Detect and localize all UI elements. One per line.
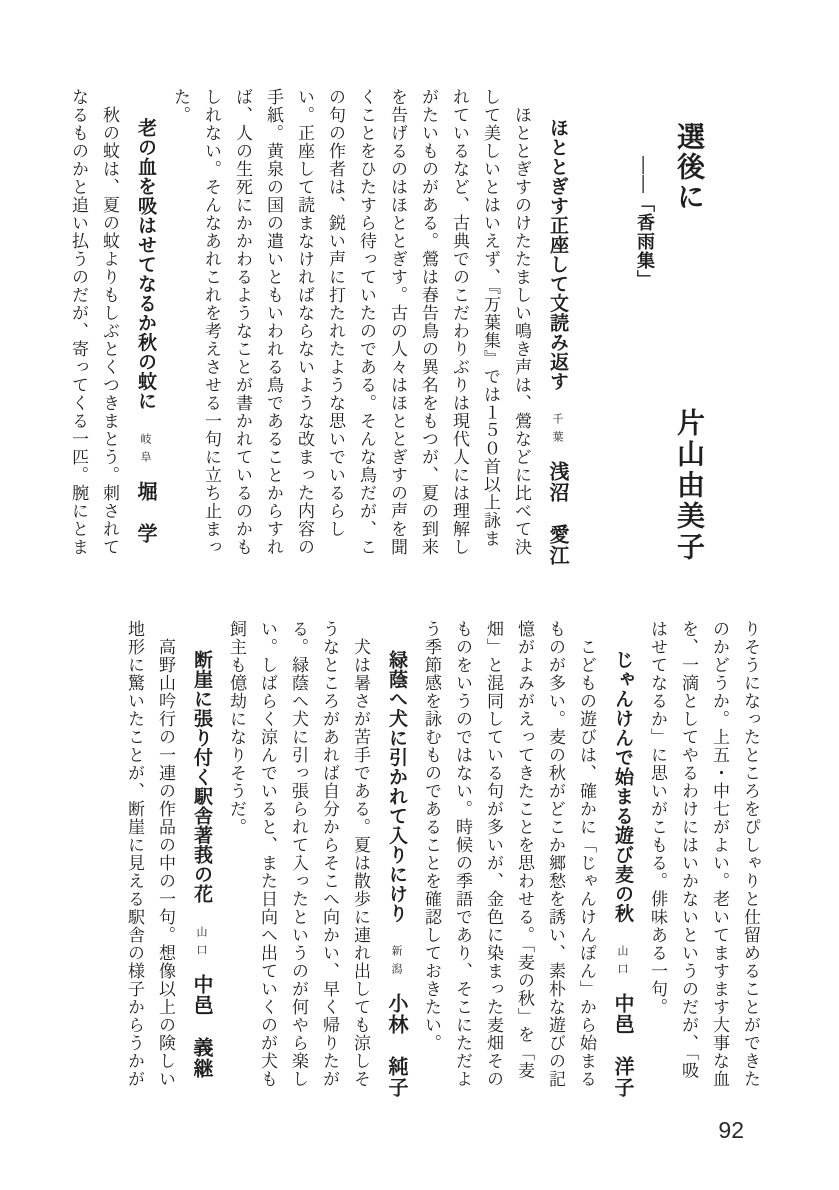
haiku-author-name: 小林 純子 (385, 993, 407, 1098)
haiku-text: ほととぎす正座して文読み返す (547, 118, 568, 391)
haiku-author-name: 中邑 義継 (190, 973, 212, 1079)
collection-subtitle: ――「香雨集」 (635, 156, 655, 289)
haiku-text: 老の血を吸はせてなるか秋の蚊に (135, 118, 156, 411)
haiku-entry (128, 88, 162, 588)
commentary-paragraph: ほととぎすのけたたましい鳴き声は、鶯などに比べて決して美しいとはいえず、『万葉集』では１５０首以上詠まれているなど、古典でのこだわりぶりは現代人には理解しがたいものがある。鶯は春告鳥の異名をもつが、夏の到来を告げるのはほととぎす。古の人々はほととぎすの声を聞くことをひたすら待っていたのである。そんな鳥だが、この句の作者は、鋭い声に打たれたような思いでいるらしい。正座して読まなければならないような改まった内容の手紙。黄泉の国の遣いともいわれる鳥であることからすれば、人の生死にかかわるようなことが書かれているのかもしれない。そんなあれこれを考えさせる一句に立ち止まった。 (171, 88, 531, 556)
haiku-entry (605, 620, 639, 1120)
commentary-paragraph-continued: りそうになったところをぴしゃりと仕留めることができたのかどうか。上五・中七がよい。老いてますます大事な血を、一滴としてやるわけにはいかないというのだが、「吸はせてなるか」に思いがこもる。俳味ある一句。 (648, 620, 760, 1088)
bottom-text-tier (119, 620, 766, 1098)
prefecture-label: 千葉 (551, 413, 563, 449)
commentary-paragraph: こどもの遊びは、確かに「じゃんけんぽん」から始まるものが多い。麦の秋がどこか郷愁を誘い、素朴な遊びの記憶がよみがえってきたことを思わせる。「麦の秋」を「麦畑」と混同している句が多いが、金色に染まった麦畑そのものをいうのではない。時候の季語であり、そこにただよう季節感を詠むものであることを確認しておきたい。 (422, 620, 596, 1088)
commentary-paragraph: 秋の蚊は、夏の蚊よりもしぶとくつきまとう。刺されてなるものかと追い払うのだが、寄ってくる一匹。腕にとま (69, 88, 119, 556)
commentary-paragraph: 高野山吟行の一連の作品の中の一句。想像以上の険しい地形に驚いたことが、断崖に見える駅舎の様子からうかが (125, 620, 175, 1088)
haiku-entry (379, 620, 413, 1120)
haiku-author-name: 浅沼 愛江 (546, 461, 568, 566)
prefecture-label: 岐阜 (139, 432, 151, 469)
prefecture-label: 新潟 (390, 945, 402, 981)
page-title: 選後に (673, 122, 704, 212)
page-number: 92 (718, 1117, 744, 1143)
prefecture-label: 山口 (195, 925, 207, 962)
haiku-author-name: 堀 学 (134, 480, 156, 544)
haiku-entry (184, 620, 218, 1120)
top-text-tier (63, 88, 577, 566)
haiku-author-name: 中邑 洋子 (611, 993, 633, 1098)
prefecture-label: 山口 (616, 945, 628, 981)
commentary-paragraph: 犬は暑さが苦手である。夏は散歩に連れ出しても涼しそうなところがあれば自分からそこへ向かい、早く帰りたがる。緑蔭へ犬に引っ張られて入ったというのが何やら楽しい。しばらく涼んでいると、また日向へ出ていくのが犬も飼主も億劫になりそうだ。 (227, 620, 370, 1088)
haiku-entry (540, 88, 574, 588)
haiku-text: 断崖に張り付く駅舎著莪の花 (191, 650, 212, 904)
haiku-text: じゃんけんで始まる遊び麦の秋 (612, 650, 633, 923)
haiku-text: 緑蔭へ犬に引かれて入りにけり (386, 650, 407, 923)
selector-name: 片山由美子 (673, 408, 704, 563)
